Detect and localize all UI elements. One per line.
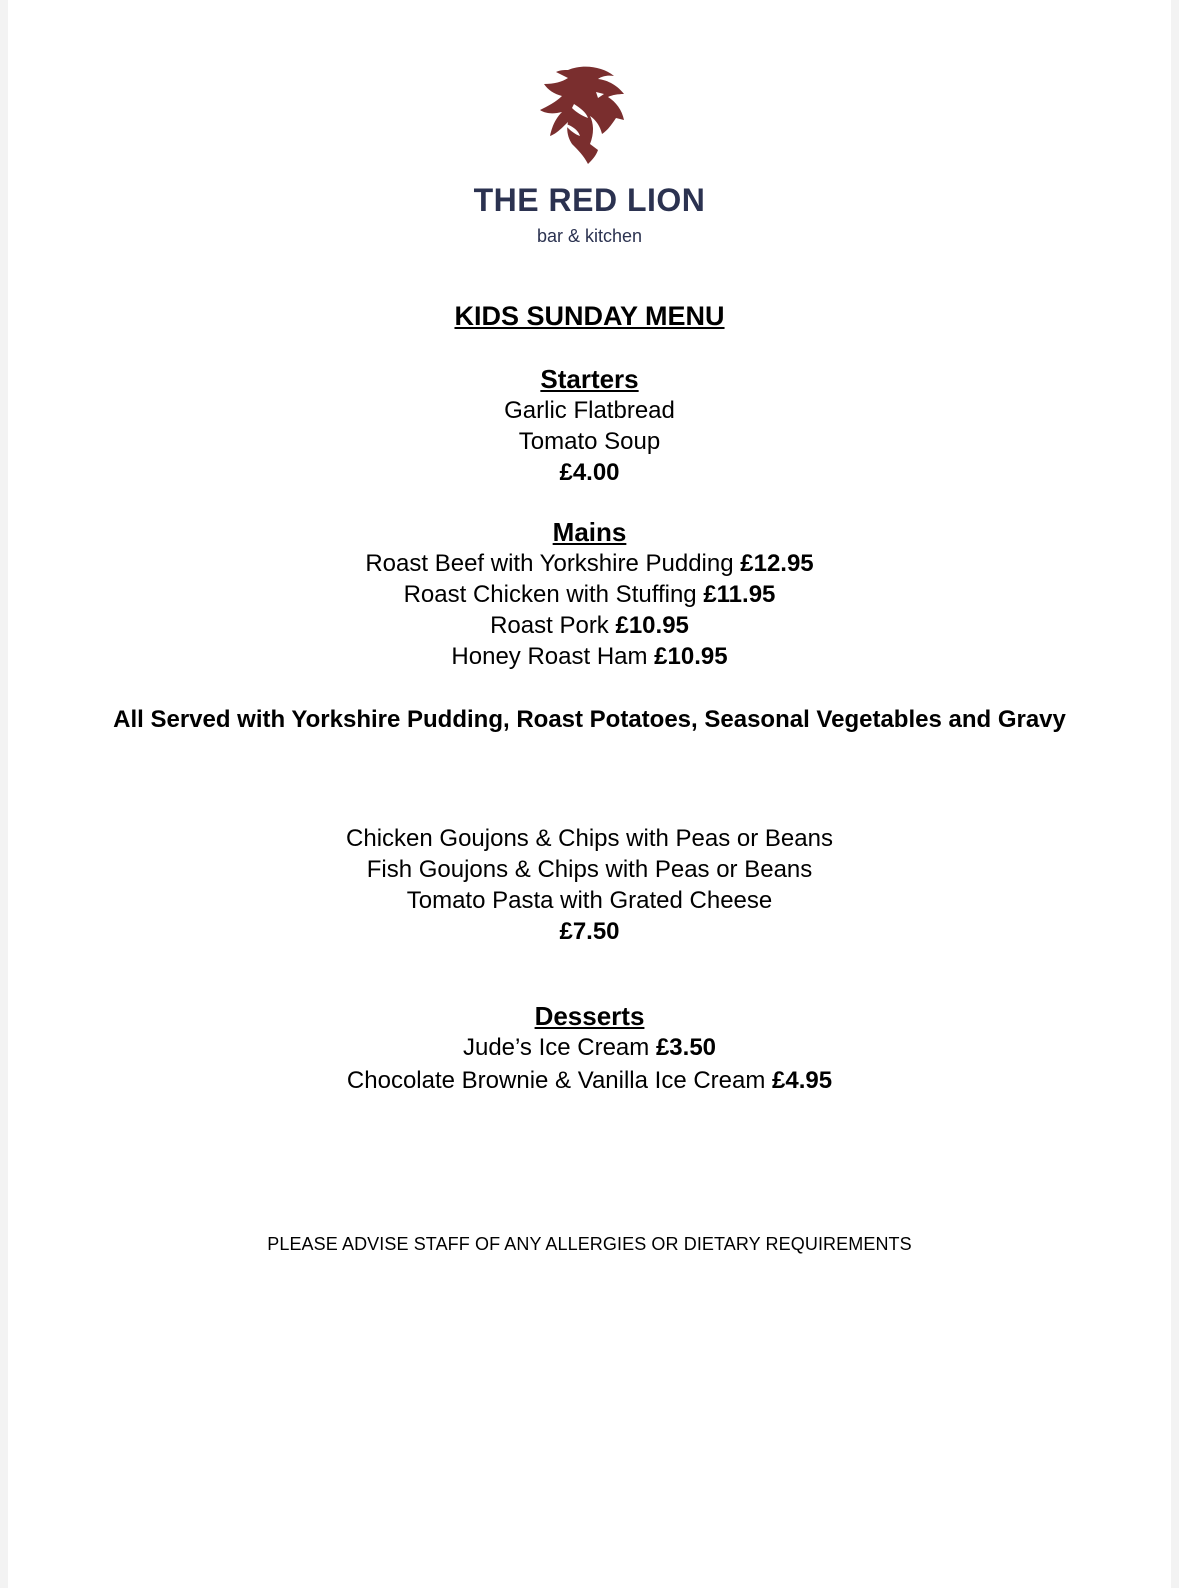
mains-served-with-note: All Served with Yorkshire Pudding, Roast Potatoes, Seasonal Vegetables and Gravy bbox=[113, 706, 1066, 733]
starter-item: Garlic Flatbread bbox=[504, 397, 675, 424]
starters-heading: Starters bbox=[540, 364, 639, 394]
desserts-section bbox=[8, 1001, 1171, 1096]
starter-item: Tomato Soup bbox=[518, 428, 661, 455]
main-item bbox=[8, 610, 1171, 641]
main-item-name: Honey Roast Ham bbox=[451, 643, 648, 670]
other-mains-price: £7.50 bbox=[559, 918, 620, 945]
restaurant-subtitle: bar & kitchen bbox=[536, 226, 643, 246]
main-item-price: £12.95 bbox=[740, 550, 814, 577]
main-item-price: £10.95 bbox=[654, 643, 728, 670]
desserts-heading: Desserts bbox=[534, 1001, 645, 1031]
starters-section bbox=[8, 364, 1171, 488]
lion-head-icon bbox=[538, 64, 630, 164]
other-main-item: Tomato Pasta with Grated Cheese bbox=[406, 887, 773, 914]
dessert-item bbox=[8, 1065, 1171, 1096]
allergy-notice: PLEASE ADVISE STAFF OF ANY ALLERGIES OR DIETARY REQUIREMENTS bbox=[267, 1234, 912, 1254]
other-main-item: Fish Goujons & Chips with Peas or Beans bbox=[366, 856, 813, 883]
dessert-item-price: £3.50 bbox=[655, 1034, 717, 1061]
menu-page bbox=[8, 0, 1171, 1588]
main-item bbox=[8, 579, 1171, 610]
dessert-item bbox=[8, 1032, 1171, 1063]
main-item bbox=[8, 641, 1171, 672]
menu-title: KIDS SUNDAY MENU bbox=[454, 301, 725, 331]
main-item-name: Roast Chicken with Stuffing bbox=[403, 581, 697, 608]
main-item-name: Roast Beef with Yorkshire Pudding bbox=[365, 550, 734, 577]
main-item-name: Roast Pork bbox=[490, 612, 609, 639]
starters-price: £4.00 bbox=[559, 459, 620, 486]
mains-section bbox=[8, 517, 1171, 672]
other-mains-section bbox=[8, 823, 1171, 947]
dessert-item-name: Jude’s Ice Cream bbox=[462, 1034, 650, 1061]
restaurant-name: THE RED LION bbox=[473, 182, 706, 218]
dessert-item-price: £4.95 bbox=[772, 1067, 833, 1094]
dessert-item-name: Chocolate Brownie & Vanilla Ice Cream bbox=[346, 1067, 766, 1094]
main-item-price: £11.95 bbox=[703, 581, 776, 608]
other-main-item: Chicken Goujons & Chips with Peas or Beans bbox=[346, 825, 833, 852]
main-item bbox=[8, 548, 1171, 579]
main-item-price: £10.95 bbox=[615, 612, 689, 639]
mains-heading: Mains bbox=[552, 517, 627, 547]
